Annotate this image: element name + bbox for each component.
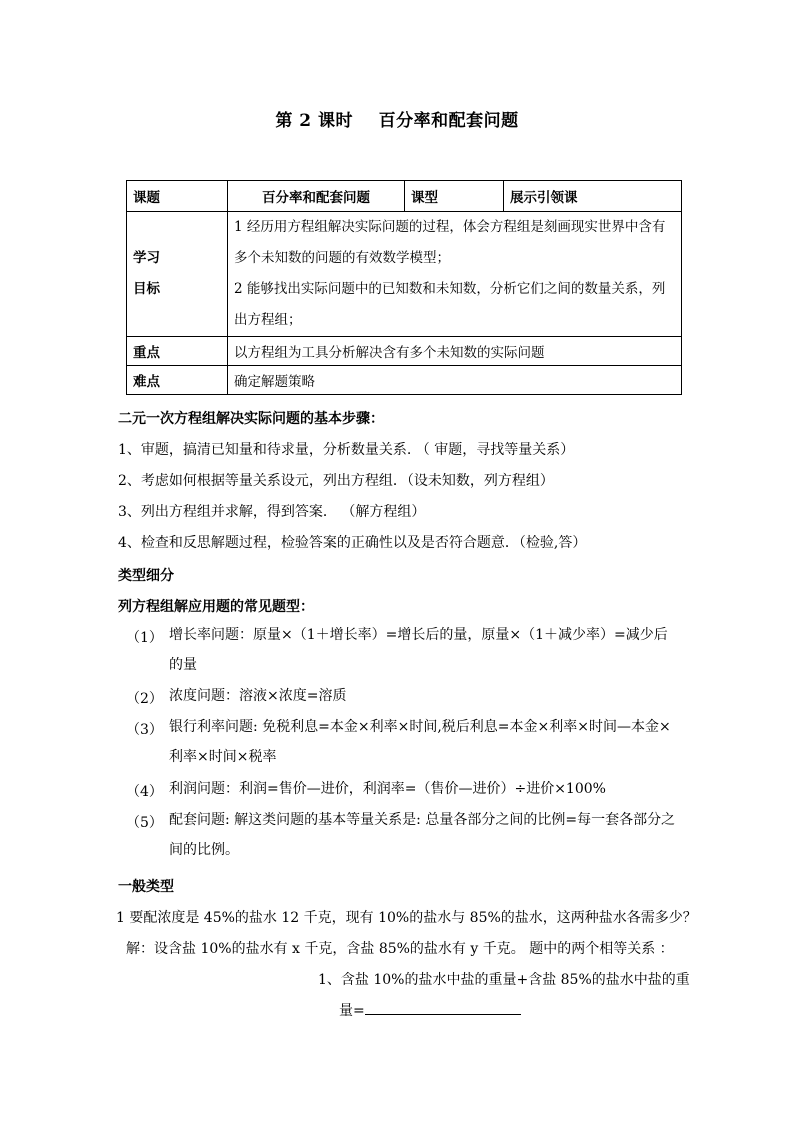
table-row — [127, 212, 682, 337]
difficulty-value: 确定解题策略 — [228, 366, 682, 395]
lesson-info-table — [126, 180, 682, 395]
key-label: 重点 — [127, 337, 228, 366]
goal-1: 1 经历用方程组解决实际问题的过程，体会方程组是刻画现实世界中含有多个未知数的问题的有效数学模型； — [234, 219, 666, 266]
page-title: 第 2 课时 百分率和配套问题 — [275, 111, 519, 131]
table-row — [127, 337, 682, 366]
goals-label-1: 学习 — [133, 250, 160, 266]
goals-label-cell — [127, 212, 228, 337]
relation-1: 1、含盐 10%的盐水中盐的重量+含盐 85%的盐水中盐的重 — [318, 972, 690, 988]
item-text: 银行利率问题: 免税利息=本金×利率×时间,税后利息=本金×利率×时间—本金×利率×时间×税率 — [169, 719, 671, 765]
problem-text: 1 要配浓度是 45%的盐水 12 千克，现有 10%的盐水与 85%的盐水，这两种盐水各需多少？ — [116, 910, 697, 926]
type-label: 课型 — [405, 181, 504, 212]
item-number: （1） — [126, 630, 163, 646]
step-4: 4、检查和反思解题过程，检验答案的正确性以及是否符合题意．（检验,答） — [118, 535, 587, 551]
topic-value: 百分率和配套问题 — [228, 181, 405, 212]
relation-1-continued — [339, 1000, 521, 1020]
item-text: 浓度问题：溶液×浓度=溶质 — [169, 688, 347, 704]
general-heading: 一般类型 — [118, 879, 174, 895]
item-number: （5） — [126, 815, 163, 831]
solution-text: 解：设含盐 10%的盐水有 x 千克，含盐 85%的盐水有 y 千克。 题中的两个相等关系 ： — [126, 941, 674, 957]
step-2: 2、考虑如何根据等量关系设元，列出方程组．（设未知数，列方程组） — [118, 473, 554, 489]
table-row — [127, 366, 682, 395]
table-row — [127, 181, 682, 212]
topic-label: 课题 — [127, 181, 228, 212]
item-text: 配套问题: 解这类问题的基本等量关系是: 总量各部分之间的比例=每一套各部分之间的比例。 — [169, 812, 676, 858]
relation-1-cont-text: 量= — [339, 1003, 365, 1019]
answer-blank[interactable] — [365, 1000, 521, 1015]
item-text: 增长率问题：原量×（1＋增长率）=增长后的量，原量×（1＋减少率）=减少后的量 — [169, 627, 668, 673]
item-number: （4） — [126, 784, 163, 800]
item-text: 利润问题：利润=售价—进价，利润率=（售价—进价）÷进价×100% — [169, 781, 606, 797]
step-1: 1、审题，搞清已知量和待求量，分析数量关系. （ 审题，寻找等量关系） — [118, 442, 575, 458]
steps-heading: 二元一次方程组解决实际问题的基本步骤： — [118, 411, 384, 427]
item-number: （2） — [126, 691, 163, 707]
common-types-heading: 列方程组解应用题的常见题型： — [118, 599, 314, 615]
goal-2: 2 能够找出实际问题中的已知数和未知数，分析它们之间的数量关系，列出方程组； — [234, 281, 666, 328]
item-number: （3） — [126, 722, 163, 738]
step-3: 3、列出方程组并求解，得到答案． （解方程组） — [118, 504, 426, 520]
difficulty-label: 难点 — [127, 366, 228, 395]
goals-label-2: 目标 — [133, 281, 160, 297]
goals-cell — [228, 212, 682, 337]
types-heading: 类型细分 — [118, 568, 174, 584]
key-value: 以方程组为工具分析解决含有多个未知数的实际问题 — [228, 337, 682, 366]
type-value: 展示引领课 — [504, 181, 682, 212]
